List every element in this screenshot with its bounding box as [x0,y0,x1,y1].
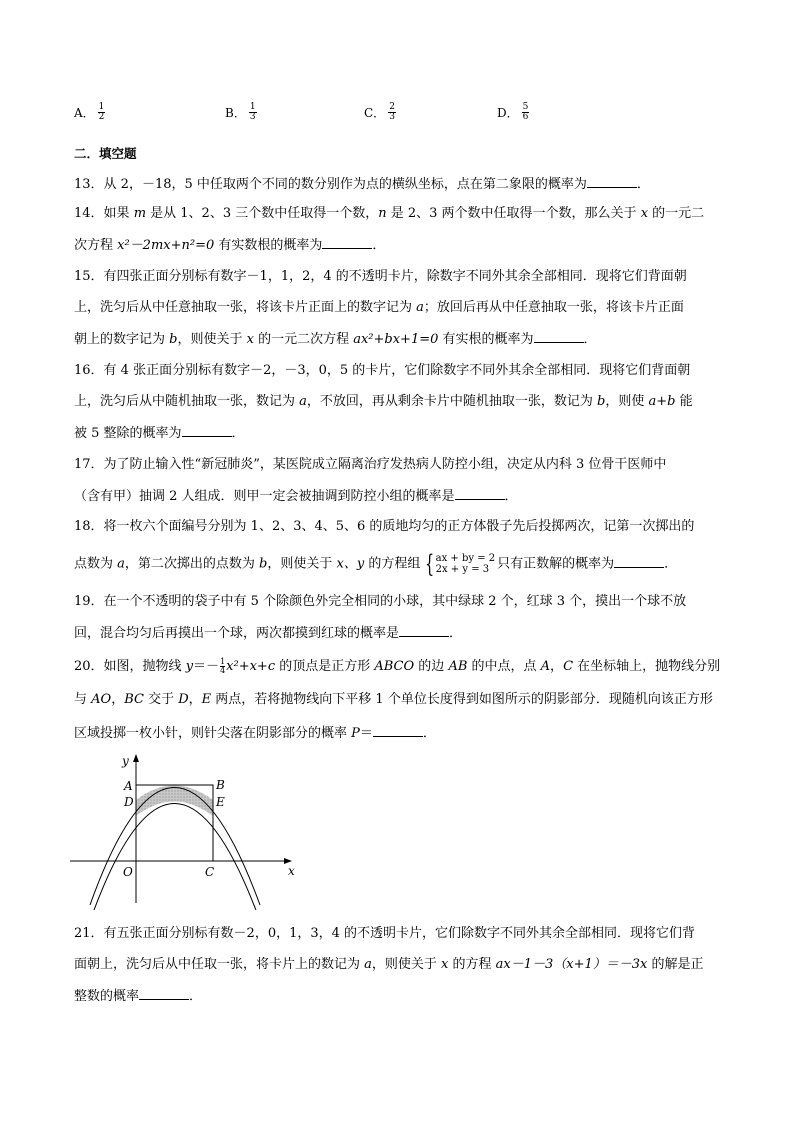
choice-b[interactable] [225,103,257,122]
question-21-line-2: 面朝上，洗匀后从中任取一张，将卡片上的数记为 a，则使关于 x 的方程 ax－1－3（x+1）＝－3x 的解是正 [74,957,704,972]
question-15-line-3: 朝上的数字记为 b，则使关于 x 的一元二次方程 ax²+bx+1=0 有实根的概率为 ． [74,332,597,347]
y-axis-arrow [133,754,139,762]
question-20-line-2: 与 AO，BC 交于 D，E 两点，若将抛物线向下平移 1 个单位长度得到如图所示的阴影部分．现随机向该正方形 [74,692,713,707]
parabola-shifted [90,804,260,911]
label-y: y [122,754,129,768]
choice-letter: C． [364,106,386,120]
choice-c[interactable] [364,103,396,122]
choice-letter: D． [497,106,519,120]
answer-blank[interactable] [182,424,232,437]
answer-blank[interactable] [322,236,372,249]
question-19-line-2: 回，混合均匀后再摸出一个球，两次都摸到红球的概率是 ． [74,626,463,641]
answer-blank[interactable] [373,724,423,737]
question-18-line-1: 18．将一枚六个面编号分别为 1、2、3、4、5、6 的质地均匀的正方体骰子先后投掷两次，记第一次掷出的 [74,519,695,534]
equation-system: { ax + by = 2 2x + y = 3 [425,550,496,578]
choice-letter: B． [225,106,246,120]
question-16-line-2: 上，洗匀后从中随机抽取一张，数记为 a，不放回，再从剩余卡片中随机抽取一张，数记为 b，则使 a+b 能 [74,394,693,409]
answer-blank[interactable] [139,987,189,1000]
answer-blank[interactable] [614,555,664,568]
question-15-line-1: 15．有四张正面分别标有数字－1，1，2，4 的不透明卡片，除数字不同外其余全部相同．现将它们背面朝 [74,269,687,284]
parabola-original [90,788,260,906]
answer-blank[interactable] [399,624,449,637]
question-14-line-2: 次方程 x²－2mx+n²=0 有实数根的概率为 ． [74,238,386,253]
question-19-line-1: 19．在一个不透明的袋子中有 5 个除颜色外完全相同的小球，其中绿球 2 个，红球 3 个，摸出一个球不放 [74,594,687,609]
question-17-line-1: 17．为了防止输入性“新冠肺炎”，某医院成立隔离治疗发热病人防控小组，决定从内科 3 位骨干医师中 [74,457,667,472]
shaded-region [136,786,213,817]
choice-fraction: $\frac{1}{2}$ [98,102,105,122]
answer-blank[interactable] [587,175,637,188]
label-o: O [123,865,133,879]
question-15-line-2: 上，洗匀后从中任意抽取一张，将该卡片正面上的数字记为 a；放回后再从中任意抽取一张，将该卡片正面 [74,300,684,315]
question-18-line-2: 点数为 a，第二次掷出的点数为 b，则使关于 x、y 的方程组 { ax + by = 2 2x + y = 3 只有正数解的概率为 ． [74,550,678,578]
label-a: A [124,779,133,793]
question-17-line-2: （含有甲）抽调 2 人组成．则甲一定会被抽调到防控小组的概率是 ． [74,489,518,504]
choice-fraction: $\frac{5}{6}$ [522,102,529,122]
question-21-line-1: 21．有五张正面分别标有数－2，0，1，3，4 的不透明卡片，它们除数字不同外其余全部相同．现将它们背 [74,926,696,941]
answer-blank[interactable] [455,487,505,500]
question-21-line-3: 整数的概率 ． [74,989,203,1004]
choice-fraction: $\frac{1}{3}$ [249,102,256,122]
question-16-line-1: 16．有 4 张正面分别标有数字－2，－3，0，5 的卡片，它们除数字不同外其余全部相同．现将它们背面朝 [74,363,691,378]
label-d: D [124,795,134,809]
label-e: E [216,795,225,809]
choice-letter: A． [74,106,95,120]
section-title: 二．填空题 [74,146,137,161]
label-b: B [216,778,225,792]
parabola-figure [60,745,310,910]
choice-a[interactable] [74,103,105,122]
question-20-line-1: 20．如图，抛物线 y＝－ $\frac{1}{4}$ x²+x+c 的顶点是正方形 ABCO 的边 AB 的中点，点 A，C 在坐标轴上，抛物线分别 [74,657,721,675]
question-16-line-3: 被 5 整除的概率为 ． [74,426,245,441]
label-x: x [288,864,295,878]
label-c: C [205,865,215,879]
fraction: $\frac{1}{4}$ [220,657,226,675]
answer-blank[interactable] [534,330,584,343]
choice-fraction: $\frac{2}{3}$ [389,102,395,122]
question-14-line-1: 14．如果 m 是从 1、2、3 三个数中任取得一个数，n 是 2、3 两个数中任取得一个数，那么关于 x 的一元二 [74,206,705,221]
choice-d[interactable] [497,103,529,122]
question-20-line-3: 区域投掷一枚小针，则针尖落在阴影部分的概率 P＝ ． [74,726,436,741]
question-13: 13．从 2，－18，5 中任取两个不同的数分别作为点的横纵坐标，点在第二象限的概率为 ． [74,177,650,192]
